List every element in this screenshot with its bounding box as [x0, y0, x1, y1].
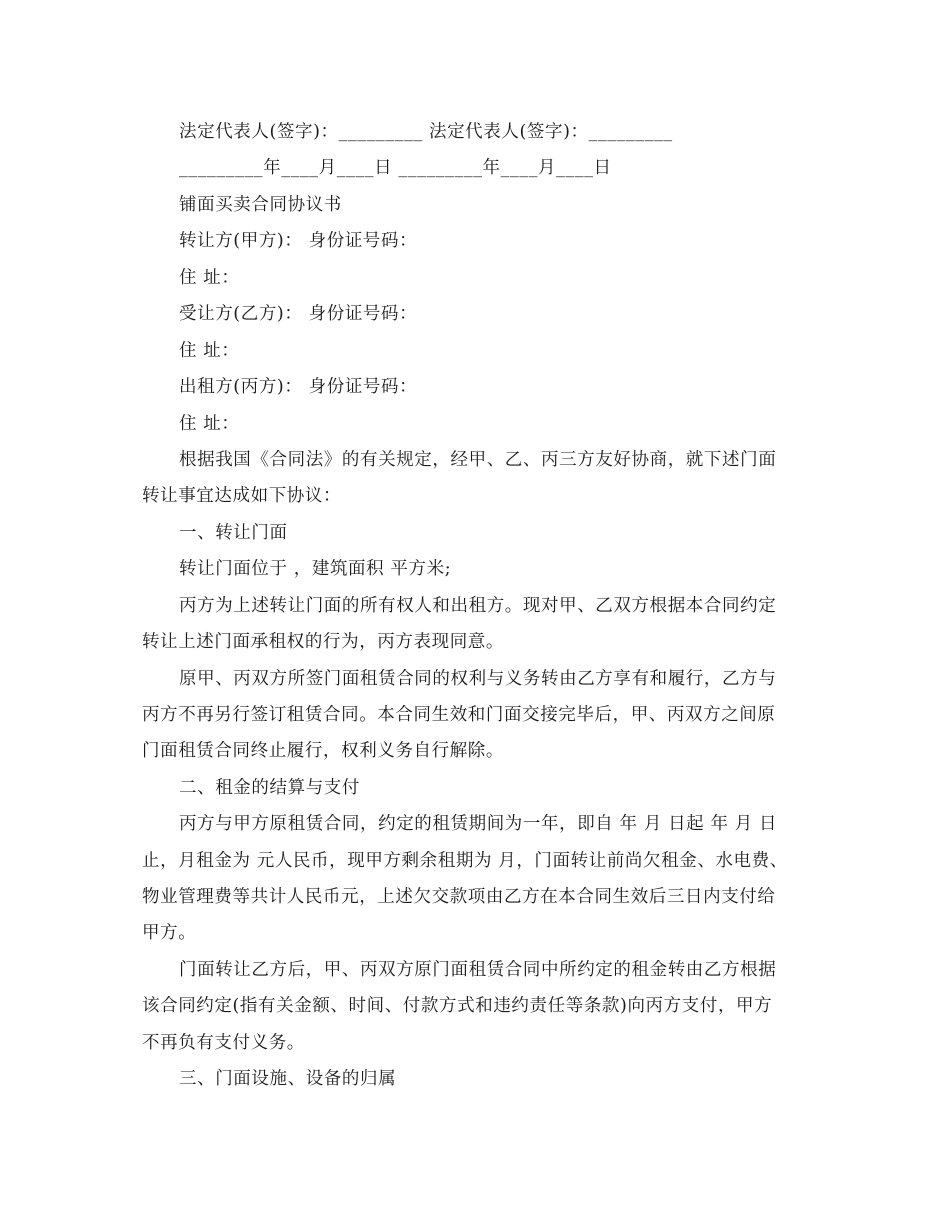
- paragraph-line: 转让上述门面承租权的行为，丙方表现同意。: [142, 632, 504, 652]
- signature-line: 法定代表人(签字)：_________ 法定代表人(签字)：_________: [179, 122, 673, 142]
- party-a-address: 住 址：: [179, 268, 240, 288]
- paragraph-line: 物业管理费等共计人民币元，上述欠交款项由乙方在本合同生效后三日内支付给: [142, 887, 776, 907]
- paragraph-line: 甲方。: [142, 923, 197, 943]
- paragraph-line: 根据我国《合同法》的有关规定，经甲、乙、丙三方友好协商，就下述门面: [179, 450, 777, 470]
- paragraph-line: 丙方不再另行签订租赁合同。本合同生效和门面交接完毕后，甲、丙双方之间原: [142, 705, 776, 725]
- section-heading: 一、转让门面: [179, 523, 288, 543]
- party-b-line: 受让方(乙方)： 身份证号码：: [179, 304, 418, 324]
- section-heading: 二、租金的结算与支付: [179, 778, 360, 798]
- paragraph-line: 丙方与甲方原租赁合同，约定的租赁期间为一年，即自 年 月 日起 年 月 日: [179, 814, 778, 834]
- party-b-address: 住 址：: [179, 341, 240, 361]
- party-c-address: 住 址：: [179, 414, 240, 434]
- paragraph-line: 门面转让乙方后，甲、丙双方原门面租赁合同中所约定的租金转由乙方根据: [179, 960, 777, 980]
- paragraph-line: 该合同约定(指有关金额、时间、付款方式和违约责任等条款)向丙方支付，甲方: [142, 996, 773, 1016]
- party-a-line: 转让方(甲方)： 身份证号码：: [179, 231, 418, 251]
- paragraph-line: 门面租赁合同终止履行，权利义务自行解除。: [142, 741, 504, 761]
- party-c-line: 出租方(丙方)： 身份证号码：: [179, 377, 418, 397]
- date-line: _________年____月____日 _________年____月____日: [179, 158, 612, 178]
- paragraph-line: 转让门面位于 ，建筑面积 平方米;: [179, 559, 452, 579]
- paragraph-line: 原甲、丙双方所签门面租赁合同的权利与义务转由乙方享有和履行，乙方与: [179, 669, 777, 689]
- paragraph-line: 止，月租金为 元人民币，现甲方剩余租期为 月，门面转让前尚欠租金、水电费、: [142, 851, 788, 871]
- section-heading: 三、门面设施、设备的归属: [179, 1069, 397, 1089]
- paragraph-line: 丙方为上述转让门面的所有权人和出租方。现对甲、乙双方根据本合同约定: [179, 596, 777, 616]
- document-title: 铺面买卖合同协议书: [179, 195, 342, 215]
- paragraph-line: 不再负有支付义务。: [142, 1033, 305, 1053]
- paragraph-line: 转让事宜达成如下协议：: [142, 486, 342, 506]
